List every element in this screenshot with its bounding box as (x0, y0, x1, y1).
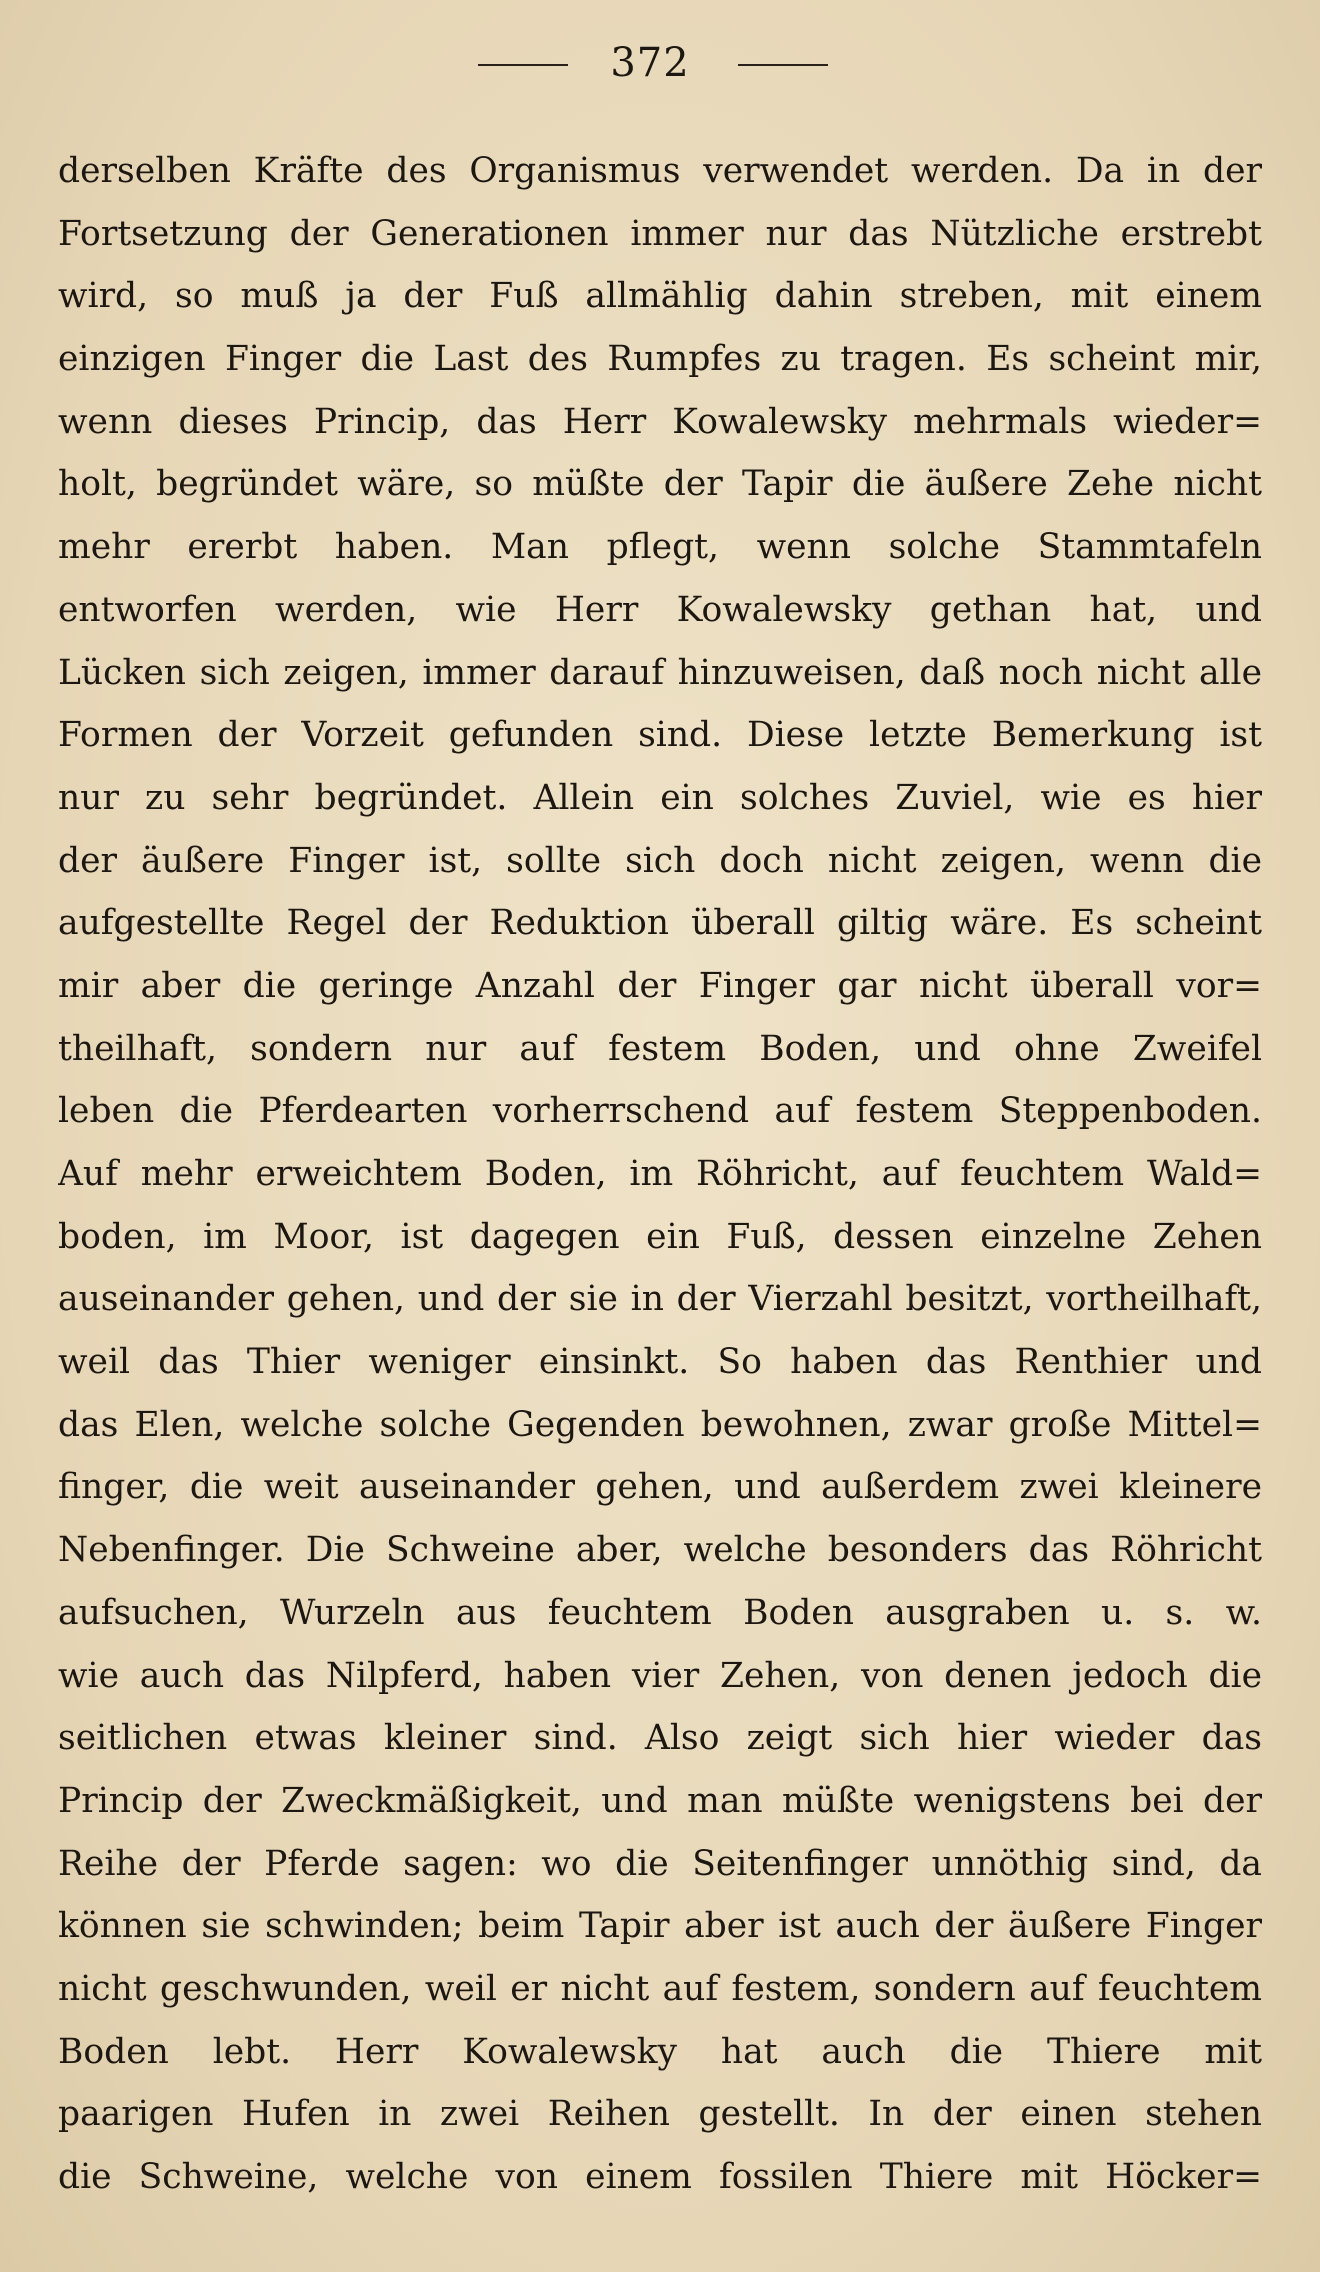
text-line: Nebenfinger. Die Schweine aber, welche besonders das Röhricht (58, 1530, 1262, 1571)
text-line: paarigen Hufen in zwei Reihen gestellt. In der einen stehen (58, 2094, 1262, 2135)
text-line: weil das Thier weniger einsinkt. So haben das Renthier und (58, 1342, 1262, 1383)
text-line: leben die Pferdearten vorherrschend auf festem Steppenboden. (58, 1091, 1262, 1132)
text-line: wird, so muß ja der Fuß allmählig dahin streben, mit einem (58, 276, 1262, 317)
text-line: nicht geschwunden, weil er nicht auf festem, sondern auf feuchtem (58, 1968, 1262, 2009)
text-line: die Schweine, welche von einem fossilen Thiere mit Höcker= (58, 2157, 1262, 2197)
text-line: aufsuchen, Wurzeln aus feuchtem Boden ausgraben u. s. w. (58, 1592, 1262, 1633)
text-line: derselben Kräfte des Organismus verwendet werden. Da in der (58, 151, 1262, 191)
text-line: auseinander gehen, und der sie in der Vierzahl besitzt, vortheilhaft, (58, 1279, 1262, 1320)
text-line: finger, die weit auseinander gehen, und außerdem zwei kleinere (58, 1467, 1262, 1508)
text-line: mehr ererbt haben. Man pflegt, wenn solche Stammtafeln (58, 527, 1262, 568)
text-line: mir aber die geringe Anzahl der Finger gar nicht überall vor= (58, 965, 1262, 1006)
text-line: boden, im Moor, ist dagegen ein Fuß, dessen einzelne Zehen (58, 1216, 1262, 1257)
text-line: holt, begründet wäre, so müßte der Tapir die äußere Zehe nicht (58, 464, 1262, 505)
text-line: das Elen, welche solche Gegenden bewohnen, zwar große Mittel= (58, 1404, 1262, 1445)
header-rule-left (478, 64, 568, 66)
text-line: seitlichen etwas kleiner sind. Also zeigt sich hier wieder das (58, 1718, 1262, 1759)
text-line: Fortsetzung der Generationen immer nur das Nützliche erstrebt (58, 213, 1262, 254)
text-line: Boden lebt. Herr Kowalewsky hat auch die Thiere mit (58, 2031, 1262, 2072)
page-number: 372 (610, 40, 690, 86)
page-header (0, 38, 1320, 98)
header-rule-right (738, 64, 828, 66)
text-line: der äußere Finger ist, sollte sich doch nicht zeigen, wenn die (58, 840, 1262, 881)
text-line: können sie schwinden; beim Tapir aber ist auch der äußere Finger (58, 1906, 1262, 1947)
text-line: wie auch das Nilpferd, haben vier Zehen, von denen jedoch die (58, 1655, 1262, 1696)
text-line: Formen der Vorzeit gefunden sind. Diese letzte Bemerkung ist (58, 715, 1262, 756)
text-line: Princip der Zweckmäßigkeit, und man müßte wenigstens bei der (58, 1780, 1262, 1821)
text-line: einzigen Finger die Last des Rumpfes zu tragen. Es scheint mir, (58, 339, 1262, 380)
text-line: Auf mehr erweichtem Boden, im Röhricht, auf feuchtem Wald= (58, 1154, 1262, 1194)
text-line: theilhaft, sondern nur auf festem Boden, und ohne Zweifel (58, 1028, 1262, 1069)
text-line: wenn dieses Princip, das Herr Kowalewsky mehrmals wieder= (58, 401, 1262, 442)
text-line: entworfen werden, wie Herr Kowalewsky gethan hat, und (58, 589, 1262, 630)
text-line: Reihe der Pferde sagen: wo die Seitenfinger unnöthig sind, da (58, 1843, 1262, 1884)
text-line: Lücken sich zeigen, immer darauf hinzuweisen, daß noch nicht alle (58, 652, 1262, 693)
text-line: aufgestellte Regel der Reduktion überall giltig wäre. Es scheint (58, 903, 1262, 944)
text-line: nur zu sehr begründet. Allein ein solches Zuviel, wie es hier (58, 777, 1262, 818)
body-text (58, 140, 1262, 2209)
